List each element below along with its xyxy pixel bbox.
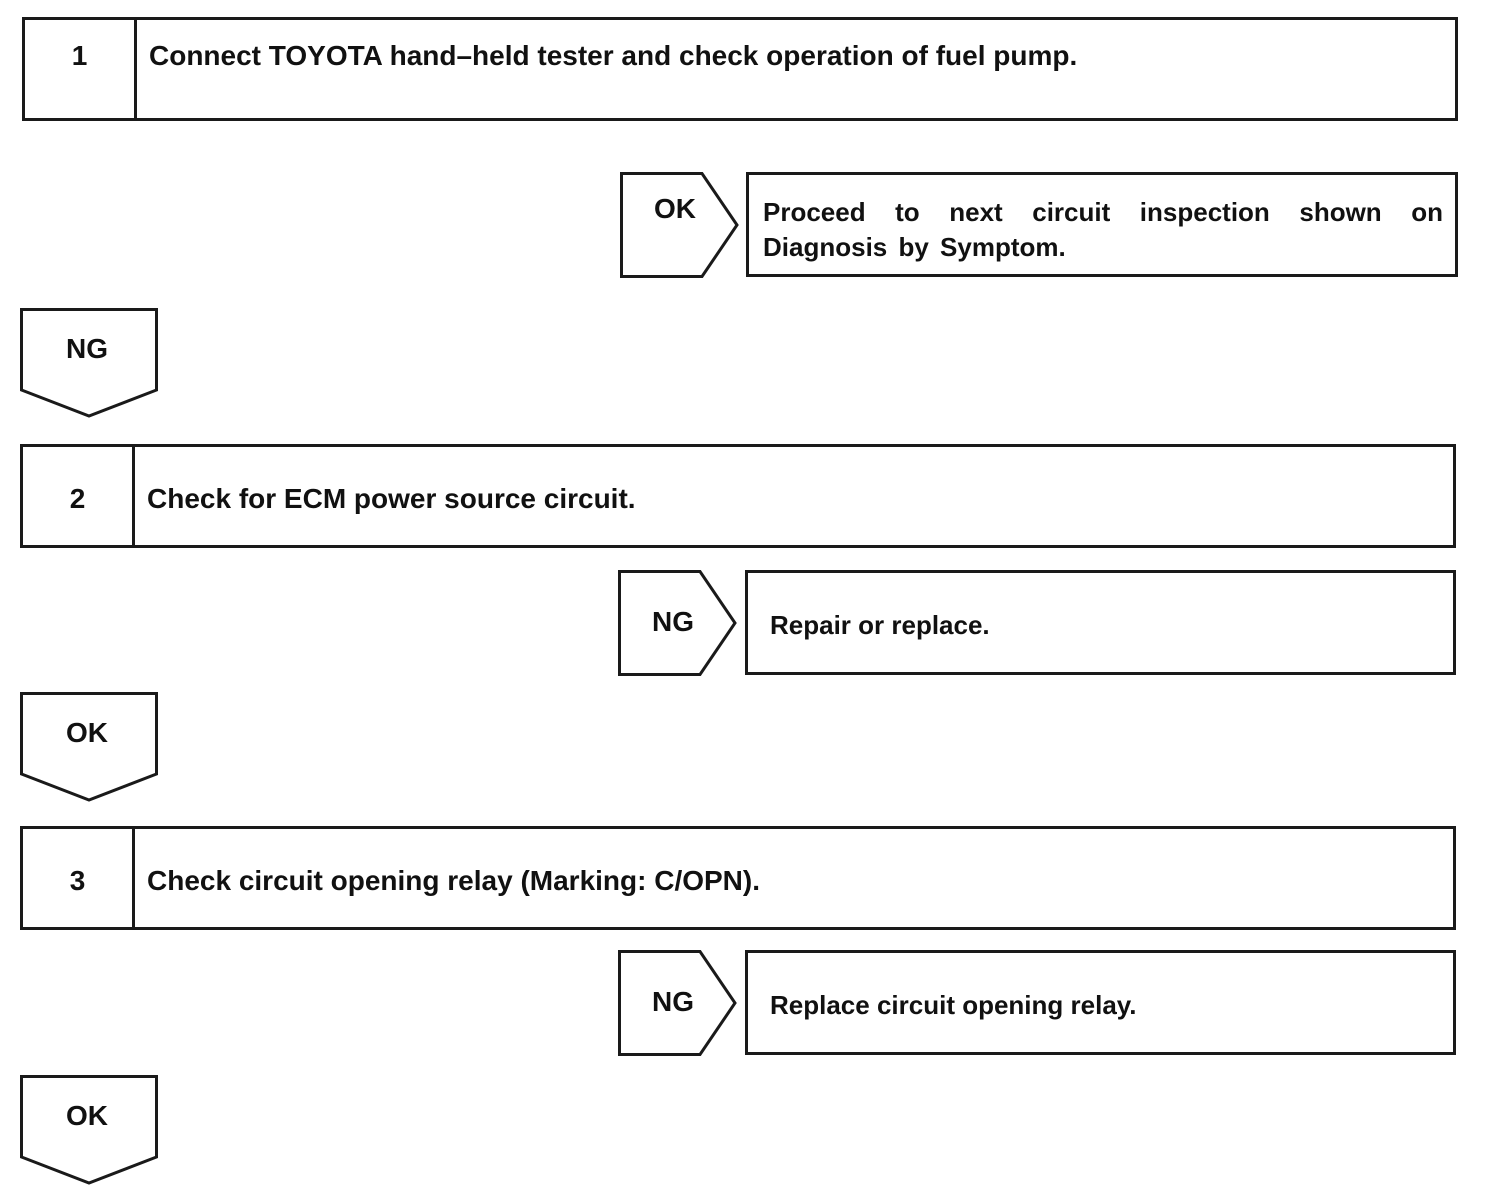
flow-label: NG	[66, 333, 108, 364]
result-box	[745, 950, 1456, 1055]
result-box	[745, 570, 1456, 675]
flow-arrow-ok	[20, 1075, 158, 1185]
step-3	[20, 826, 1456, 930]
branch-arrow-ng	[618, 950, 738, 1056]
branch-arrow-ok	[620, 172, 740, 278]
result-text: Replace circuit opening relay.	[770, 990, 1137, 1020]
step-text: Connect TOYOTA hand–held tester and check operation of fuel pump.	[149, 40, 1078, 71]
right-arrow-shape	[620, 172, 740, 278]
result-text: Repair or replace.	[770, 610, 990, 640]
step-text: Check for ECM power source circuit.	[147, 483, 636, 514]
result-box	[746, 172, 1458, 277]
branch-label: OK	[654, 193, 696, 224]
step-text: Check circuit opening relay (Marking: C/OPN).	[147, 865, 761, 896]
flow-label: OK	[66, 1100, 108, 1131]
flow-arrow-ng	[20, 308, 158, 418]
flow-label: OK	[66, 717, 108, 748]
branch-arrow-ng	[618, 570, 738, 676]
step-2	[20, 444, 1456, 548]
step-number: 3	[23, 829, 135, 927]
branch-label: NG	[652, 986, 694, 1017]
step-number: 2	[23, 447, 135, 545]
step-1	[22, 17, 1458, 121]
step-number: 1	[25, 20, 137, 118]
result-text: Proceed to next circuit inspection shown on Diagnosis by Symptom.	[763, 197, 1443, 262]
flow-arrow-ok	[20, 692, 158, 802]
branch-label: NG	[652, 606, 694, 637]
